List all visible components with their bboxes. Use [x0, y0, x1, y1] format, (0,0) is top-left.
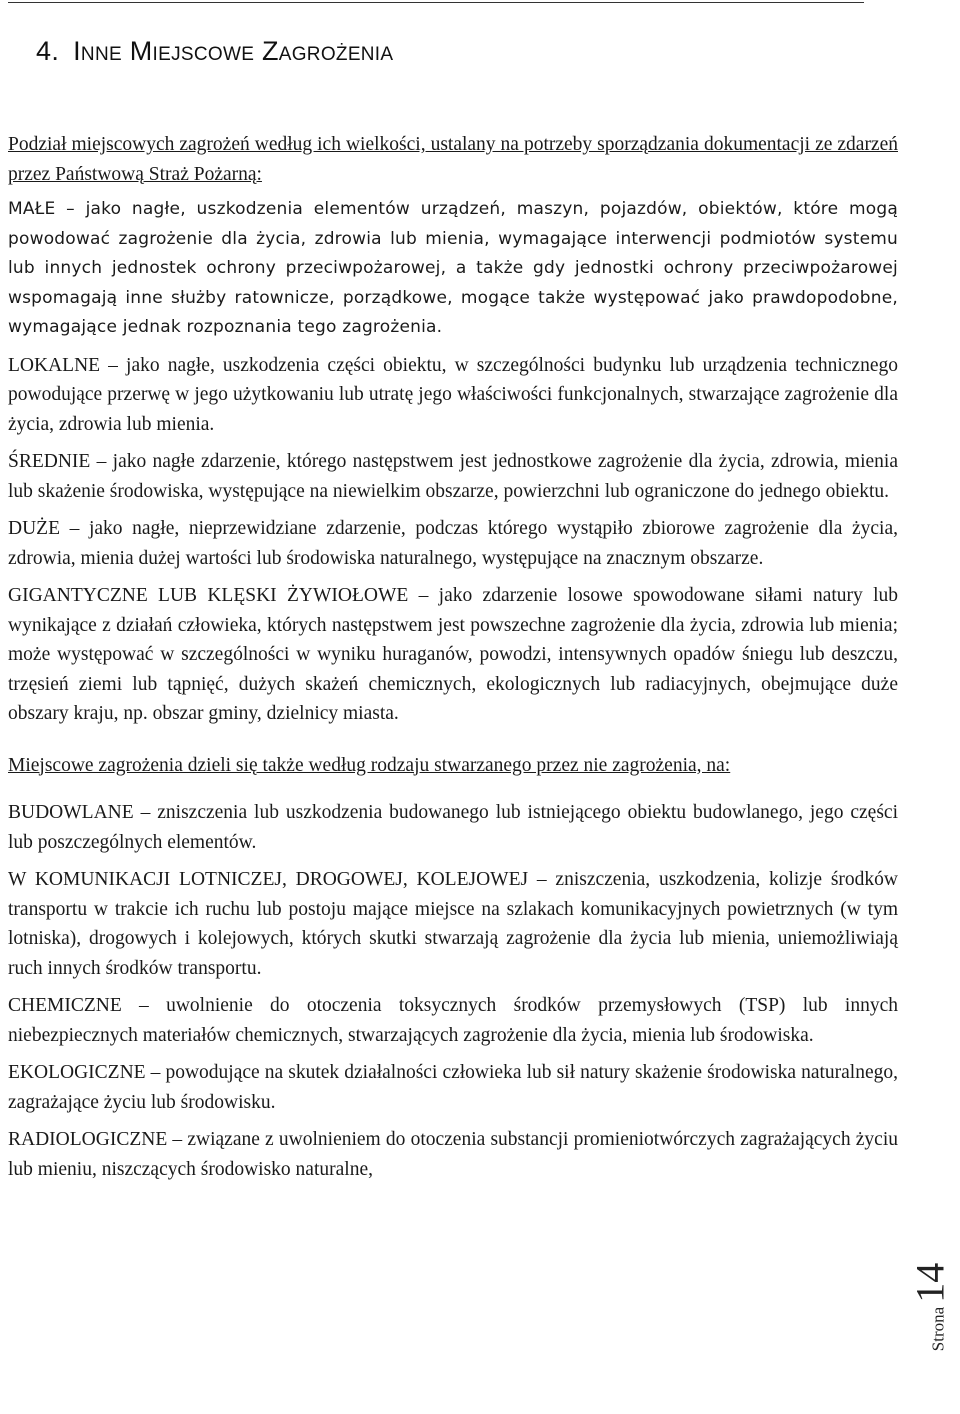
paragraph-duze [8, 514, 898, 573]
section-number: 4. [36, 36, 60, 66]
paragraph-lokalne [8, 351, 898, 440]
page-footer [904, 1232, 956, 1382]
section-heading [36, 36, 393, 67]
definition-radiologiczne: – związane z uwolnieniem do otoczenia substancji promieniotwórczych zagrażających życiu lub mieniu, niszczących środowisko naturalne, [8, 1129, 898, 1180]
definition-lokalne: – jako nagłe, uszkodzenia części obiektu, w szczególności budynku lub urządzenia technicznego powodujące przerwę w jego użytkowaniu lub utratę jego właściwości funkcjonalnych, stwarzające zagrożenie dla życia, zdrowia lub mienia. [8, 354, 898, 435]
paragraph-komunikacja [8, 865, 898, 983]
page-number: 14 [907, 1262, 953, 1303]
definition-chemiczne: – uwolnienie do otoczenia toksycznych środków przemysłowych (TSP) lub innych niebezpiecznych materiałów chemicznych, stwarzających zagrożenie dla życia, mienia lub środowiska. [8, 995, 898, 1046]
term-radiologiczne: RADIOLOGICZNE [8, 1129, 168, 1150]
paragraph-ekologiczne [8, 1058, 898, 1117]
definition-duze: – jako nagłe, nieprzewidziane zdarzenie, podczas którego wystąpiło zbiorowe zagrożenie dla życia, zdrowia, mienia dużej wartości lub środowiska naturalnego, występujące na znacznym obszarze. [8, 518, 898, 569]
definition-ekologiczne: – powodujące na skutek działalności człowieka lub sił natury skażenie środowiska naturalnego, zagrażające życiu lub środowisku. [8, 1062, 898, 1113]
document-body [8, 130, 898, 1192]
intro-type-classification: Miejscowe zagrożenia dzieli się także według rodzaju stwarzanego przez nie zagrożenia, na: [8, 754, 731, 776]
term-srednie: ŚREDNIE [8, 451, 91, 472]
definition-srednie: – jako nagłe zdarzenie, którego następstwem jest jednostkowe zagrożenie dla życia, zdrowia, mienia lub skażenie środowiska, występujące na niewielkim obszarze, powierzchni lub ograniczone do jednego obiektu. [8, 451, 898, 502]
definition-budowlane: – zniszczenia lub uszkodzenia budowanego lub istniejącego obiektu budowlanego, jego części lub poszczególnych elementów. [8, 802, 898, 853]
page-number-block [907, 1263, 954, 1351]
term-chemiczne: CHEMICZNE [8, 995, 122, 1016]
paragraph-budowlane [8, 798, 898, 857]
definition-komunikacja: – zniszczenia, uszkodzenia, kolizje środków transportu w trakcie ich ruchu lub postoju mające miejsce na szlakach komunikacyjnych powietrznych (w tym lotniska), drogowych i kolejowych, których skutki stwarzają zagrożenie dla życia lub mienia, uniemożliwiają ruch innych środków transportu. [8, 869, 899, 979]
term-ekologiczne: EKOLOGICZNE [8, 1062, 146, 1083]
top-rule [8, 2, 864, 3]
definition-male: – jako nagłe, uszkodzenia elementów urządzeń, maszyn, pojazdów, obiektów, które mogą powodować zagrożenie dla życia, zdrowia lub mienia, wymagające interwencji podmiotów systemu lub innych jednostek ochrony przeciwpożarowej, a także gdy jednostki ochrony przeciwpożarowej wspomagają inne służby ratownicze, porządkowe, mogące także występować jako prawdopodobne, wymagające jednak rozpoznania tego zagrożenia. [8, 199, 898, 337]
term-komunikacja: W KOMUNIKACJI LOTNICZEJ, DROGOWEJ, KOLEJOWEJ [8, 869, 529, 890]
intro-size-classification: Podział miejscowych zagrożeń według ich wielkości, ustalany na potrzeby sporządzania dokumentacji ze zdarzeń przez Państwową Straż Pożarną: [8, 134, 898, 185]
section-title: Inne Miejscowe Zagrożenia [73, 36, 394, 66]
term-duze: DUŻE [8, 518, 60, 539]
paragraph-radiologiczne [8, 1125, 898, 1184]
definition-gigantyczne: – jako zdarzenie losowe spowodowane siłami natury lub wynikające z działań człowieka, których następstwem jest powszechne zagrożenie dla życia, zdrowia lub mienia; może występować w szczególności w wyniku huraganów, powodzi, intensywnych opadów śniegu lub deszczu, trzęsień ziemi lub tąpnięć, dużych skażeń chemicznych, ekologicznych lub radiacyjnych, obejmujące duże obszary kraju, np. obszar gminy, dzielnicy miasta. [8, 585, 898, 724]
term-lokalne: LOKALNE [8, 354, 101, 376]
paragraph-srednie [8, 447, 898, 506]
paragraph-chemiczne [8, 991, 898, 1050]
term-budowlane: BUDOWLANE [8, 802, 134, 823]
paragraph-gigantyczne [8, 581, 898, 729]
page-label: Strona [928, 1306, 948, 1352]
term-male: MAŁE [8, 199, 56, 219]
paragraph-male [8, 195, 898, 343]
term-gigantyczne: GIGANTYCZNE LUB KLĘSKI ŻYWIOŁOWE [8, 585, 409, 606]
